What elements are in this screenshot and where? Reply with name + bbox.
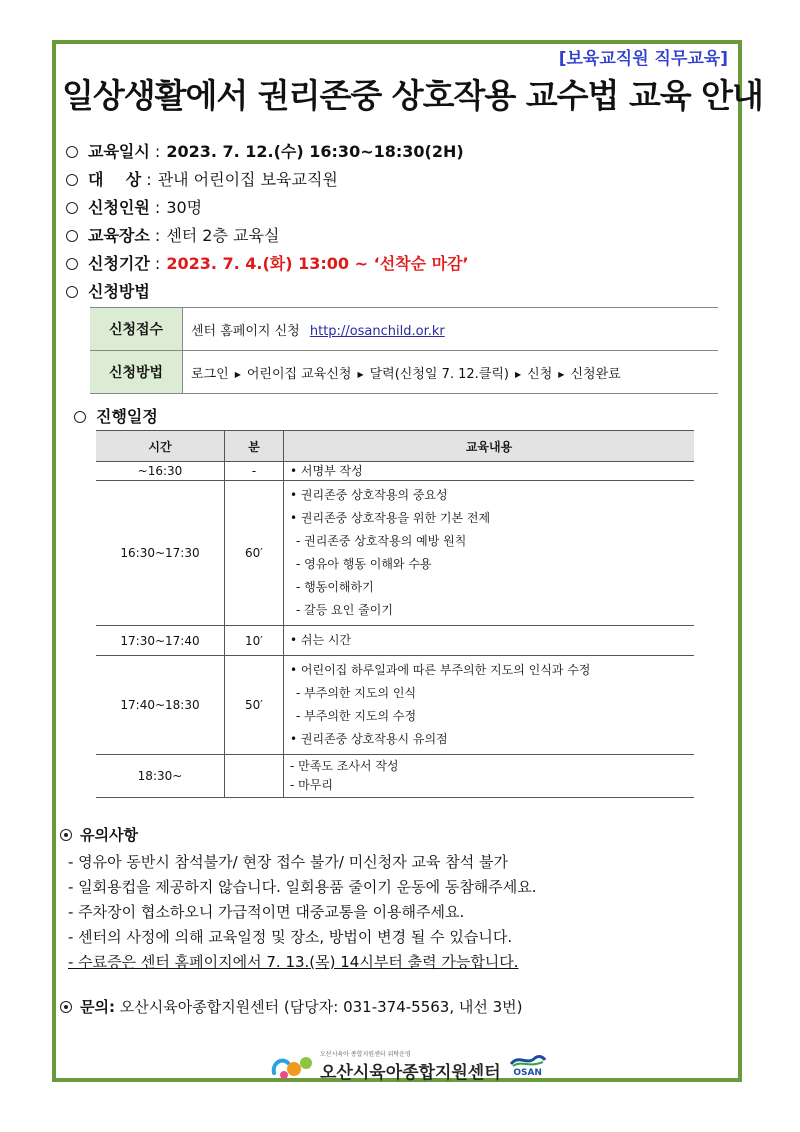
apply-head: 신청접수 — [90, 308, 183, 351]
info-row-date: 교육일시 : 2023. 7. 12.(수) 16:30~18:30(2H) — [66, 138, 726, 166]
table-row: 17:30~17:40 10′ • 쉬는 시간 — [96, 626, 694, 656]
info-row-place: 교육장소 : 센터 2층 교육실 — [66, 222, 726, 250]
document-frame — [52, 40, 763, 1083]
apply-table — [90, 307, 718, 394]
table-row: 17:40~18:30 50′ • 어린이집 하루일과에 따른 부주의한 지도의 인식과 수정 - 부주의한 지도의 인식 - 부주의한 지도의 수정 • 권리존중 상호작용시 유의점 — [96, 656, 694, 755]
arrow-right-icon: ▶ — [515, 369, 522, 379]
table-row: 16:30~17:30 60′ • 권리존중 상호작용의 중요성 • 권리존중 상호작용을 위한 기본 전제 - 권리존중 상호작용의 예방 원칙 - 영유아 행동 이해와 수용 - 행동이해하기 - 갈등 요인 줄이기 — [96, 481, 694, 626]
info-value: 2023. 7. 12.(수) 16:30~18:30(2H) — [166, 142, 464, 161]
bullet-icon — [60, 1001, 72, 1013]
center-logo-icon — [270, 1051, 316, 1081]
apply-row — [90, 308, 718, 351]
notes-section — [60, 820, 740, 975]
notes-heading: 유의사항 — [60, 820, 740, 850]
footer-logo — [270, 1050, 547, 1082]
circle-bullet-icon — [66, 174, 78, 186]
circle-bullet-icon — [66, 146, 78, 158]
arrow-right-icon: ▶ — [357, 369, 364, 379]
info-value: 센터 2층 교육실 — [166, 226, 280, 245]
circle-bullet-icon — [74, 411, 86, 423]
contact-info: 문의: 오산시육아종합지원센터 (담당자: 031-374-5563, 내선 3번) — [60, 996, 523, 1017]
circle-bullet-icon — [66, 258, 78, 270]
category-tag: [보육교직원 직무교육] — [558, 49, 728, 69]
homepage-link[interactable]: http://osanchild.or.kr — [309, 323, 445, 339]
schedule-table — [96, 430, 694, 798]
apply-head: 신청방법 — [90, 351, 183, 394]
table-row: ~16:30 - • 서명부 작성 — [96, 462, 694, 481]
arrow-right-icon: ▶ — [234, 369, 241, 379]
apply-cell: 센터 홈페이지 신청 http://osanchild.or.kr — [183, 308, 719, 351]
osan-city-logo: OSAN — [509, 1054, 547, 1078]
arrow-right-icon: ▶ — [558, 369, 565, 379]
circle-bullet-icon — [66, 286, 78, 298]
info-row-target: 대 상 : 관내 어린이집 보육교직원 — [66, 166, 726, 194]
page-title: 일상생활에서 권리존중 상호작용 교수법 교육 안내 — [62, 76, 763, 115]
apply-row — [90, 351, 718, 394]
col-header-min: 분 — [225, 431, 284, 462]
table-row: 18:30~ - 만족도 조사서 작성 - 마무리 — [96, 755, 694, 798]
footer-caption: 오산시육아 종합지원센터 위탁운영 — [320, 1051, 411, 1058]
list-item: - 주차장이 협소하오니 가급적이면 대중교통을 이용해주세요. — [68, 903, 465, 921]
info-value: 30명 — [166, 198, 203, 217]
circle-bullet-icon — [66, 202, 78, 214]
bullet-icon — [60, 829, 72, 841]
apply-steps: 로그인 ▶ 어린이집 교육신청 ▶ 달력(신청일 7. 12.클릭) ▶ 신청 ▶ 신청완료 — [183, 351, 719, 394]
col-header-time: 시간 — [96, 431, 225, 462]
info-value: 2023. 7. 4.(화) 13:00 ~ ‘선착순 마감’ — [166, 254, 469, 273]
col-header-content: 교육내용 — [284, 431, 695, 462]
osan-wave-icon — [509, 1054, 547, 1068]
info-row-method: 신청방법 — [66, 278, 726, 306]
info-value: 관내 어린이집 보육교직원 — [157, 170, 338, 189]
list-item: - 수료증은 센터 홈페이지에서 7. 13.(목) 14시부터 출력 가능합니다. — [68, 953, 519, 971]
list-item: - 일회용컵을 제공하지 않습니다. 일회용품 줄이기 운동에 동참해주세요. — [68, 878, 537, 896]
circle-bullet-icon — [66, 230, 78, 242]
info-row-period: 신청기간 : 2023. 7. 4.(화) 13:00 ~ ‘선착순 마감’ — [66, 250, 726, 278]
schedule-title: 진행일정 — [74, 404, 158, 427]
info-list — [66, 138, 726, 306]
list-item: - 영유아 동반시 참석불가/ 현장 접수 불가/ 미신청자 교육 참석 불가 — [68, 853, 508, 871]
list-item: - 센터의 사정에 의해 교육일정 및 장소, 방법이 변경 될 수 있습니다. — [68, 928, 513, 946]
schedule-header-row — [96, 431, 694, 462]
info-row-capacity: 신청인원 : 30명 — [66, 194, 726, 222]
center-name: 오산시육아종합지원센터 — [320, 1063, 501, 1083]
